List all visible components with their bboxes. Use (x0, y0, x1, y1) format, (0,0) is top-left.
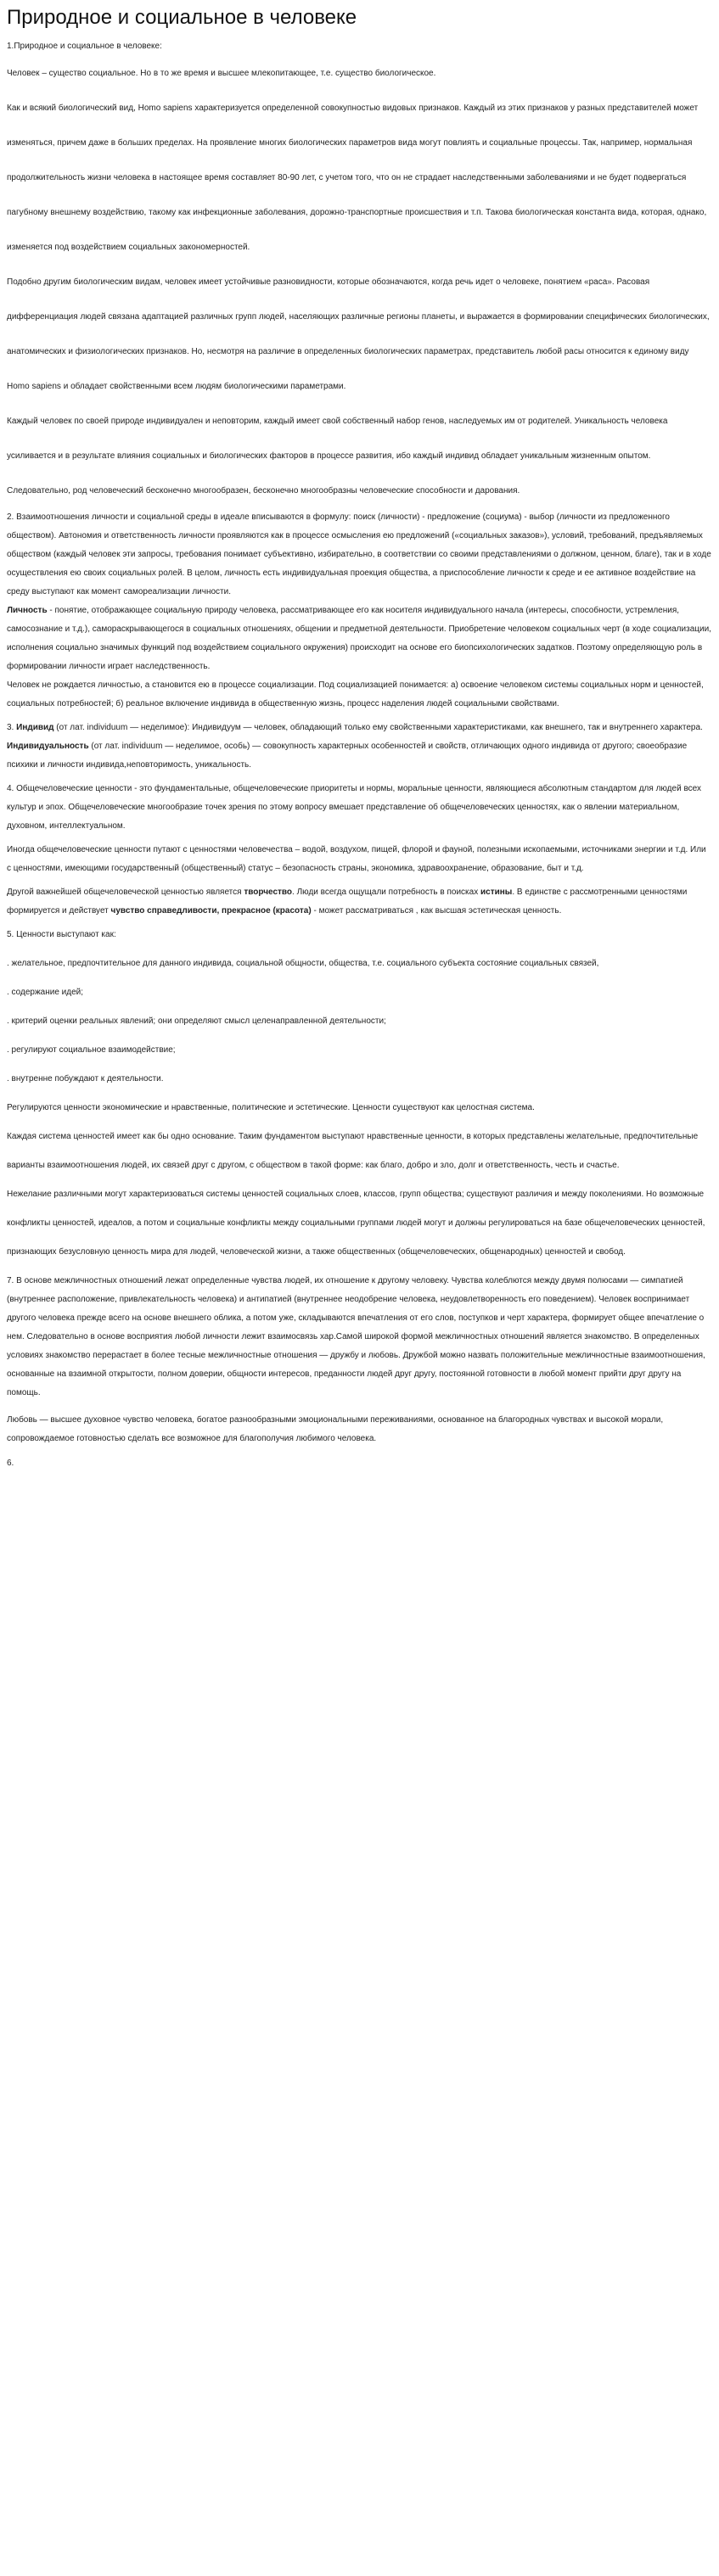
paragraph-races: Подобно другим биологическим видам, человек имеет устойчивые разновидности, которые обозначаются, когда речь идет о человеке, понятием «раса». Расовая дифференциация людей связана адаптацией различных групп людей, населяющих различные регионы планеты, и выражается в формировании специфических биологических, анатомических и физиологических признаков. Но, несмотря на различие в определенных биологических параметрах, представитель любой расы относится к единому виду Homo sapiens и обладает свойственными всем людям биологическими параметрами. (7, 277, 710, 391)
paragraph-personality-definition (7, 602, 712, 676)
term-individuality: Индивидуальность (7, 742, 89, 751)
paragraph-values-act-as: 5. Ценности выступают как: (7, 930, 116, 939)
paragraph-individuality: Каждый человек по своей природе индивидуален и неповторим, каждый имеет свой собственный набор генов, наследуемых им от родителей. Уникальность человека усиливается и в результате влияния социальных и биологических факторов в процессе развития, ибо каждый индивид обладает уникальным жизненным опытом. Следовательно, род человеческий бесконечно многообразен, бесконечно многообразны человеческие способности и дарования. (7, 417, 668, 496)
paragraph-regulated-values: Регулируются ценности экономические и нравственные, политические и эстетические. Ценности существуют как целостная система. (7, 1103, 535, 1112)
paragraph-creativity (7, 883, 712, 921)
individuality-text: (от лат. individuum — неделимое, особь) — совокупность характерных особенностей и свойств, отличающих одного индивида от другого; своеобразие психики и личности индивида,неповторимость, уникальность. (7, 742, 688, 770)
creativity-text-e: - может рассматриваться , как высшая эстетическая ценность. (311, 906, 562, 916)
paragraph-value-system: Каждая система ценностей имеет как бы одно основание. Таким фундаментом выступают нравственные ценности, в которых представлены желательные, предпочтительные варианты взаимоотношения людей, их связей друг с другом, с обществом в такой форме: как благо, добро и зло, долг и ответственность, честь и счастье. (7, 1132, 699, 1170)
paragraph-values-confusion: Иногда общечеловеческие ценности путают с ценностями человечества – водой, воздухом, пищей, флорой и фауной, полезными ископаемыми, источниками энергии и т.д. Или с ценностями, имеющими государственный (общественный) статус – безопасность страны, экономика, здравоохранение, образование, быт и т.д. (7, 845, 706, 873)
term-truth: истины (480, 888, 513, 897)
creativity-text-c: . Люди всегда ощущали потребность в поисках (292, 888, 480, 897)
page-title: Природное и социальное в человеке (7, 6, 357, 29)
paragraph-value-conflicts: Нежелание различными могут характеризоваться системы ценностей социальных слоев, классов, групп общества; существуют различия и между поколениями. Но возможные конфликты ценностей, идеалов, а потом и социальные конфликты между социальными группами людей могут и должны регулироваться на базе общечеловеческих ценностей, признающих безусловную ценность мира для людей, человеческой жизни, а также общественных (общечеловеческих, общенародных) ценностей и свобод. (7, 1190, 705, 1257)
creativity-text-a: Другой важнейшей общечеловеческой ценностью является (7, 888, 244, 897)
term-personality: Личность (7, 606, 48, 615)
paragraph-socialization: Человек не рождается личностью, а становится ею в процессе социализации. Под социализацией понимается: а) освоение человеком системы социальных норм и ценностей, социальных потребностей; б) реальное включение индивида в общественную жизнь, процесс наделения людей социальными свойствами. (7, 680, 704, 708)
list-item-motivate: . внутренне побуждают к деятельности. (7, 1074, 164, 1084)
paragraph-human-social: Человек – существо социальное. Но в то же время и высшее млекопитающее, т.е. существо биологическое. (7, 69, 436, 78)
section-number-six: 6. (7, 1459, 14, 1468)
creativity-text-d: . В единстве с рассмотренными ценностями формируется и действует (7, 888, 688, 916)
paragraph-love: Любовь — высшее духовное чувство человека, богатое разнообразными эмоциональными переживаниями, основанное на благородных чувствах и высокой морали, сопровождаемое готовностью сделать все возможное для благополучия любимого человека. (7, 1415, 664, 1443)
paragraph-species: Как и всякий биологический вид, Homo sapiens характеризуется определенной совокупностью видовых признаков. Каждый из этих признаков у разных представителей может изменяться, причем даже в больших пределах. На проявление многих биологических параметров вида могут повлиять и социальные процессы. Так, например, нормальная продолжительность жизни человека в настоящее время составляет 80-90 лет, с учетом того, что он не страдает наследственными заболеваниями и не будет подвергаться пагубному внешнему воздействию, такому как инфекционные заболевания, дорожно-транспортные происшествия и т.п. Такова биологическая константа вида, которая, однако, изменяется под воздействием социальных закономерностей. (7, 104, 707, 252)
paragraph-individual (7, 719, 712, 775)
individual-text: (от лат. individuum — неделимое): Индивидуум — человек, обладающий только ему свойственными характеристиками, как внешнего, так и внутреннего характера. (53, 723, 703, 732)
paragraph-universal-values: 4. Общечеловеческие ценности - это фундаментальные, общечеловеческие приоритеты и нормы, моральные ценности, являющиеся абсолютным стандартом для людей всех культур и эпох. Общечеловеческие многообразие точек зрения по этому вопросу вмешает представление об общечеловеческих ценностях, как о явлении материальном, духовном, интеллектуальном. (7, 784, 701, 831)
term-justice-beauty: чувство справедливости, прекрасное (красота) (110, 906, 312, 916)
list-item-content: . содержание идей; (7, 988, 84, 997)
paragraph-interpersonal-relations: 7. В основе межличностных отношений лежат определенные чувства людей, их отношение к другому человеку. Чувства колеблются между двумя полюсами — симпатией (внутреннее расположение, привлекательность человека) и антипатией (внутреннее неодобрение человека, неудовлетворенность его поведением). Человек воспринимает другого человека прежде всего на основе внешнего облика, а потом уже, складываются впечатления от его слов, поступков и черт характера, формирует общее впечатление о нем. Следовательно в основе восприятия любой личности лежит взаимосвязь хар.Самой широкой формой межличностных отношений является знакомство. В определенных условиях знакомство перерастает в более тесные межличностные отношения — дружбу и любовь. Дружбой можно назвать положительные межличностные взаимоотношения, основанные на взаимной открытости, полном доверии, общности интересов, преданности людей друг другу, постоянной готовности в любой момент прийти друг другу на помощь. (7, 1276, 705, 1397)
section-number: 3. (7, 723, 17, 732)
personality-definition-text: - понятие, отображающее социальную природу человека, рассматривающее его как носителя индивидуального начала (интересы, способности, устремления, самосознание и т.д.), самораскрывающегося в социальных отношениях, общении и предметной деятельности. Приобретение человеком социальных черт (в ходе социализации, исполнения социально значимых функций под воздействием социального окружения) происходит на основе его биопсихологических задатков. Поэтому определяющую роль в формировании личности играет наследственность. (7, 606, 711, 671)
list-item-regulate: . регулируют социальное взаимодействие; (7, 1045, 176, 1055)
term-individual: Индивид (16, 723, 54, 732)
paragraph-intro: 1.Природное и социальное в человеке: (7, 42, 162, 51)
term-creativity: творчество (244, 888, 293, 897)
list-item-desirable: . желательное, предпочтительное для данного индивида, социальной общности, общества, т.е. социального субъекта состояние социальных связей, (7, 959, 599, 968)
list-item-criterion: . критерий оценки реальных явлений; они определяют смысл целенаправленной деятельности; (7, 1016, 386, 1026)
paragraph-personality-environment: 2. Взаимоотношения личности и социальной среды в идеале вписываются в формулу: поиск (личности) - предложение (социума) - выбор (личности из предложенного обществом). Автономия и ответственность личности проявляются как в процессе осмысления ею предложений («социальных заказов»), условий, требований, предъявляемых обществом (каждый человек эти запросы, требования понимает субъективно, избирательно, в соответствии со своими представлениями о должном, ценном, благе), так и в ходе осуществления ею своих социальных ролей. В целом, личность есть индивидуальная проекция общества, а приспособление личности к среде и ее активное воздействие на среду выступают как момент самореализации личности. (7, 512, 711, 596)
